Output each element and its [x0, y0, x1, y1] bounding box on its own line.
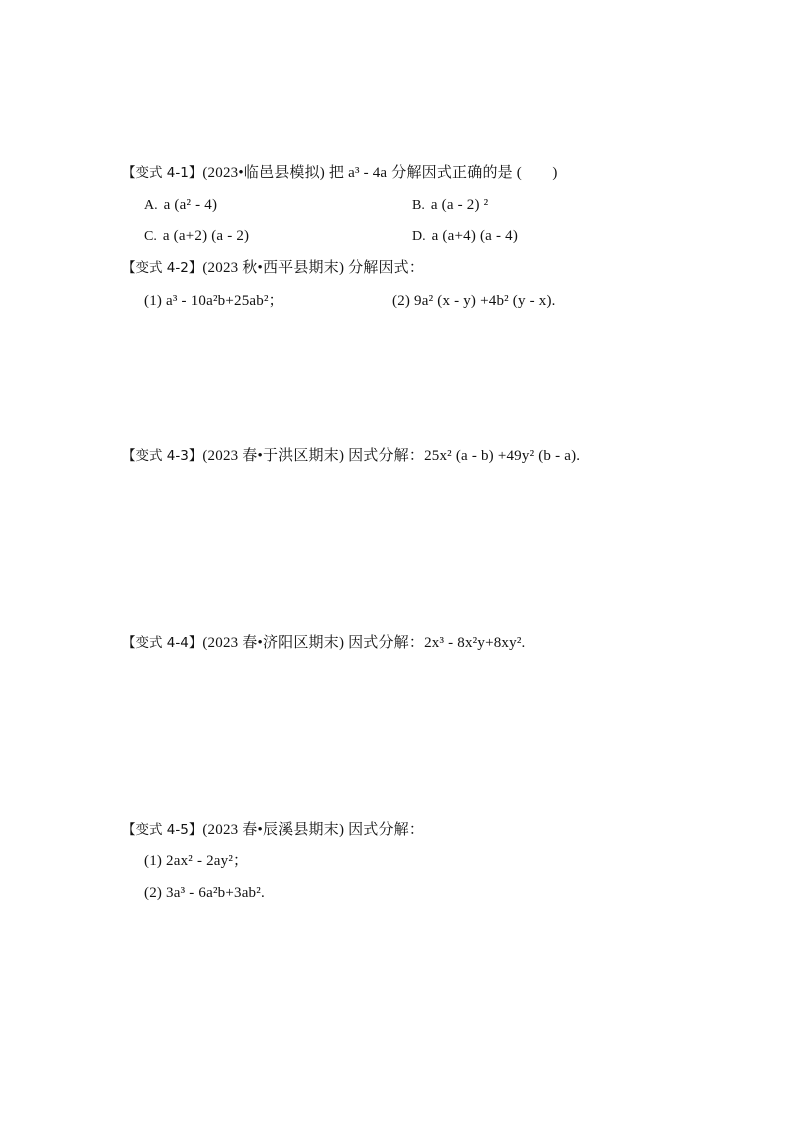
option-text: a (a+4) (a - 4) — [431, 228, 519, 244]
option-label: B. — [412, 198, 425, 213]
problem-text: (2023 春•于洪区期末) 因式分解：25x² (a - b) +49y² (b - a). — [202, 448, 581, 464]
option-label: C. — [144, 229, 157, 244]
problem-tag: 【变式 4-5】 — [122, 822, 203, 838]
subpart-1 — [144, 852, 248, 870]
option-label: A. — [144, 198, 158, 213]
subpart-text: (2) 3a³ - 6a²b+3ab². — [144, 885, 265, 901]
subpart-2 — [392, 292, 556, 310]
option-text: a (a² - 4) — [163, 197, 218, 213]
problem-text: (2023 春•济阳区期末) 因式分解：2x³ - 8x²y+8xy². — [202, 635, 526, 651]
problem-4-2 — [122, 259, 424, 277]
problem-4-3 — [122, 447, 580, 465]
problem-tag: 【变式 4-3】 — [122, 448, 203, 464]
subpart-text: (1) a³ - 10a²b+25ab²； — [144, 293, 284, 309]
subpart-text: (1) 2ax² - 2ay²； — [144, 853, 249, 869]
problem-4-5 — [122, 821, 424, 839]
problem-4-1 — [122, 164, 558, 182]
option-text: a (a - 2) ² — [430, 197, 489, 213]
problem-tag: 【变式 4-1】 — [122, 165, 203, 181]
problem-text: (2023•临邑县模拟) 把 a³ - 4a 分解因式正确的是 ( ) — [202, 165, 558, 181]
subpart-text: (2) 9a² (x - y) +4b² (y - x). — [392, 293, 556, 309]
problem-4-4 — [122, 634, 525, 652]
option-label: D. — [412, 229, 426, 244]
problem-tag: 【变式 4-2】 — [122, 260, 203, 276]
subpart-1 — [144, 292, 284, 310]
option-c — [144, 227, 249, 246]
option-d — [412, 227, 518, 246]
problem-text: (2023 秋•西平县期末) 分解因式： — [202, 260, 425, 276]
option-a — [144, 196, 217, 215]
problem-text: (2023 春•辰溪县期末) 因式分解： — [202, 822, 425, 838]
subpart-2 — [144, 884, 265, 902]
problem-tag: 【变式 4-4】 — [122, 635, 203, 651]
option-b — [412, 196, 488, 215]
option-text: a (a+2) (a - 2) — [162, 228, 250, 244]
